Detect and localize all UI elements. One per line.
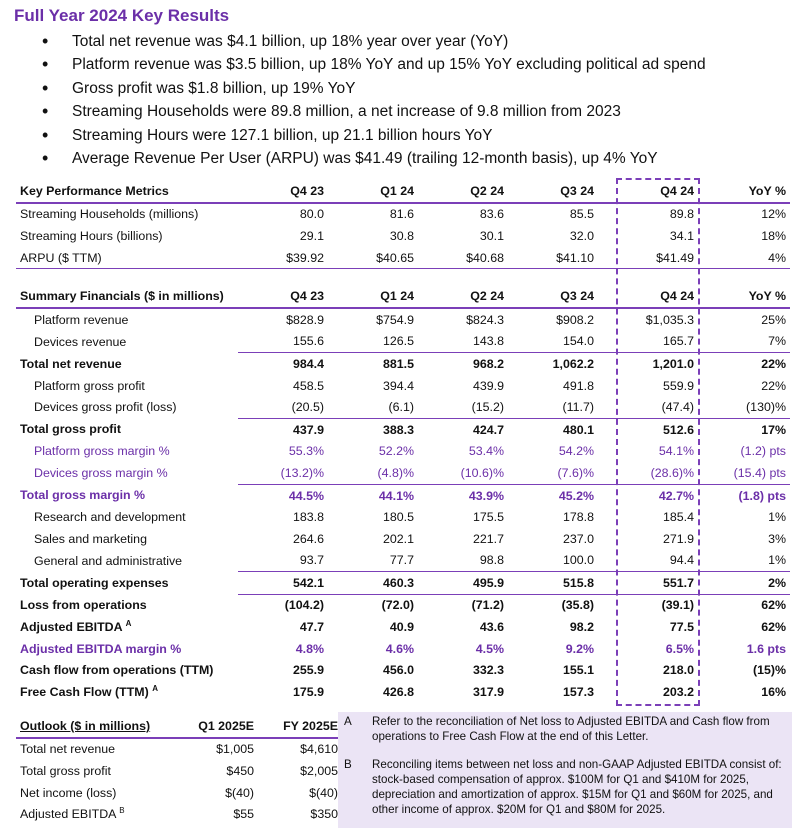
table-cell: 881.5 — [382, 356, 414, 371]
header-cell: Outlook ($ in millions) — [16, 715, 174, 738]
table-cell: 439.9 — [472, 378, 504, 393]
table-cell: 32.0 — [569, 228, 594, 243]
table-cell: 98.8 — [418, 550, 508, 572]
table-row — [16, 803, 342, 825]
table-cell: 203.2 — [662, 684, 694, 699]
table-cell: (72.0) — [381, 598, 414, 613]
table-cell: (39.1) — [661, 598, 694, 613]
table-cell: (35.8) — [561, 598, 594, 613]
table-cell: 157.3 — [562, 684, 594, 699]
table-cell: 1.6 pts — [746, 641, 786, 656]
table-cell: 1,062.2 — [552, 356, 594, 371]
table-cell: 42.7% — [658, 488, 694, 503]
header-cell: Q3 24 — [508, 180, 598, 203]
table-cell: 100.0 — [508, 550, 598, 572]
table-cell: 2% — [698, 572, 790, 595]
table-cell: 4.6% — [385, 641, 414, 656]
table-cell: 317.9 — [472, 684, 504, 699]
row-label: General and administrative — [34, 553, 183, 568]
table-cell: 180.5 — [382, 510, 414, 525]
header-cell: Q2 24 — [418, 180, 508, 203]
table-cell: 388.3 — [382, 422, 414, 437]
row-label: Net income (loss) — [20, 785, 117, 800]
table-cell: 17% — [761, 422, 786, 437]
table-cell: 43.6 — [479, 620, 504, 635]
table-cell: 54.2% — [558, 444, 594, 459]
table-row — [16, 638, 790, 660]
table-cell: 221.7 — [472, 531, 504, 546]
table-cell: 271.9 — [662, 531, 694, 546]
table-cell: 155.6 — [238, 331, 328, 353]
row-label: Total operating expenses — [20, 575, 169, 590]
table-row — [16, 659, 790, 681]
table-cell: 4.8% — [295, 641, 324, 656]
table-cell: $(40) — [309, 785, 338, 800]
spacer-cell — [16, 269, 790, 286]
table-cell: (15.4) pts — [698, 462, 790, 484]
table-cell: (4.8)% — [328, 462, 418, 484]
row-label: Cash flow from operations (TTM) — [20, 663, 214, 678]
table-cell: 458.5 — [292, 378, 324, 393]
table-cell: 34.1 — [669, 228, 694, 243]
table-cell: 25% — [761, 312, 786, 327]
table-cell: 178.8 — [562, 510, 594, 525]
table-cell: 424.7 — [472, 422, 504, 437]
table-cell: 255.9 — [292, 663, 324, 678]
table-row — [16, 681, 790, 703]
header-cell: Q2 24 — [418, 285, 508, 308]
table-row — [16, 738, 342, 761]
row-label: Devices revenue — [34, 334, 127, 349]
table-cell: 559.9 — [662, 378, 694, 393]
table-cell: $2,005 — [300, 763, 338, 778]
table-cell: 542.1 — [238, 572, 328, 595]
table-cell: 16% — [761, 684, 786, 699]
table-cell: 9.2% — [565, 641, 594, 656]
header-cell: YoY % — [698, 180, 790, 203]
table-row — [16, 375, 790, 397]
table-cell: 264.6 — [292, 531, 324, 546]
table-row — [16, 528, 790, 550]
table-cell: 93.7 — [238, 550, 328, 572]
table-cell: 80.0 — [299, 207, 324, 222]
table-cell: 1% — [768, 510, 786, 525]
footnotes-panel — [338, 712, 792, 828]
table-cell: (28.6)% — [598, 462, 698, 484]
table-cell: $4,610 — [300, 742, 338, 757]
table-cell: $40.68 — [418, 247, 508, 269]
footnote-marker: A — [152, 683, 158, 693]
table-cell: 6.5% — [665, 641, 694, 656]
table-cell: $350 — [310, 807, 338, 822]
table-cell: 85.5 — [569, 207, 594, 222]
table-cell: 62% — [761, 620, 786, 635]
header-cell: Key Performance Metrics — [16, 180, 238, 203]
table-cell: (20.5) — [238, 396, 328, 418]
header-cell: YoY % — [698, 285, 790, 308]
table-cell: 495.9 — [418, 572, 508, 595]
header-cell: Q4 24 — [598, 180, 698, 203]
table-cell: $450 — [226, 763, 254, 778]
table-cell: 143.8 — [418, 331, 508, 353]
header-cell: Q3 24 — [508, 285, 598, 308]
table-cell: (6.1) — [328, 396, 418, 418]
table-header-row — [16, 285, 790, 308]
row-label: Sales and marketing — [34, 531, 147, 546]
table-cell: $41.10 — [508, 247, 598, 269]
table-cell: 394.4 — [382, 378, 414, 393]
row-label: Total net revenue — [20, 742, 116, 757]
table-cell: 54.1% — [658, 444, 694, 459]
row-label: Loss from operations — [20, 598, 147, 613]
table-cell: 426.8 — [382, 684, 414, 699]
table-cell: 22% — [761, 378, 786, 393]
outlook-table — [16, 715, 342, 825]
table-cell: (10.6)% — [418, 462, 508, 484]
table-cell: 12% — [761, 207, 786, 222]
row-label: Streaming Households (millions) — [20, 207, 199, 222]
financial-table — [16, 180, 790, 703]
table-cell: 81.6 — [389, 207, 414, 222]
table-row — [16, 550, 790, 572]
table-row — [16, 506, 790, 528]
row-label: Platform gross profit — [34, 378, 145, 393]
footnote-marker: A — [125, 618, 132, 628]
table-cell: 30.1 — [479, 228, 504, 243]
table-row — [16, 353, 790, 375]
table-cell: 53.4% — [468, 444, 504, 459]
footnote-text: Refer to the reconciliation of Net loss to Adjusted EBITDA and Cash flow from operations to Free Cash Flow at the end of this Letter. — [372, 715, 770, 743]
table-row — [16, 203, 790, 226]
row-label: Streaming Hours (billions) — [20, 228, 163, 243]
row-label: Platform gross margin % — [34, 444, 170, 459]
row-label: Adjusted EBITDA margin % — [20, 641, 182, 656]
table-row — [16, 484, 790, 506]
table-cell: 456.0 — [382, 663, 414, 678]
table-cell: 515.8 — [508, 572, 598, 595]
table-cell: $824.3 — [466, 312, 504, 327]
table-cell: (1.2) pts — [740, 444, 786, 459]
table-cell: (13.2)% — [238, 462, 328, 484]
table-row — [16, 462, 790, 484]
row-label-cell — [16, 803, 174, 825]
table-cell: 218.0 — [662, 663, 694, 678]
table-cell: 155.1 — [562, 663, 594, 678]
row-label: Research and development — [34, 510, 186, 525]
table-cell: 55.3% — [288, 444, 324, 459]
table-cell: (15.2) — [418, 396, 508, 418]
table-cell: 4.5% — [475, 641, 504, 656]
table-cell: (130)% — [698, 396, 790, 418]
table-cell: 1,201.0 — [652, 356, 694, 371]
table-cell: (7.6)% — [508, 462, 598, 484]
header-cell: Q1 24 — [328, 180, 418, 203]
table-cell: 512.6 — [662, 422, 694, 437]
table-cell: 30.8 — [389, 228, 414, 243]
table-row — [16, 247, 790, 269]
table-row — [16, 396, 790, 418]
table-row — [16, 782, 342, 804]
table-cell: 44.5% — [288, 488, 324, 503]
header-cell: Q4 23 — [238, 285, 328, 308]
header-cell: Q1 24 — [328, 285, 418, 308]
table-cell: 62% — [761, 598, 786, 613]
table-cell: 89.8 — [669, 207, 694, 222]
table-cell: 460.3 — [328, 572, 418, 595]
table-cell: 94.4 — [598, 550, 698, 572]
row-label: ARPU ($ TTM) — [16, 247, 238, 269]
header-cell: Summary Financials ($ in millions) — [16, 285, 238, 308]
table-cell: 77.7 — [328, 550, 418, 572]
table-row — [16, 616, 790, 638]
table-cell: 3% — [768, 531, 786, 546]
table-cell: 491.8 — [562, 378, 594, 393]
header-cell: Q4 23 — [238, 180, 328, 203]
table-cell: 29.1 — [299, 228, 324, 243]
table-cell: (104.2) — [284, 598, 324, 613]
table-cell: 4% — [698, 247, 790, 269]
footnote-letter: A — [344, 715, 352, 728]
key-results-list — [0, 30, 706, 170]
table-cell: $40.65 — [328, 247, 418, 269]
table-cell: 332.3 — [472, 663, 504, 678]
table-cell: 45.2% — [558, 488, 594, 503]
row-label: Devices gross profit (loss) — [34, 400, 177, 415]
table-row — [16, 572, 790, 595]
table-cell: 40.9 — [389, 620, 414, 635]
row-label: Total gross profit — [20, 422, 121, 437]
table-cell: $(40) — [225, 785, 254, 800]
row-label-cell — [16, 681, 238, 703]
table-cell: $1,005 — [216, 742, 254, 757]
list-item: • Total net revenue was $4.1 billion, up 18% year over year (YoY) — [0, 30, 706, 53]
table-row — [16, 308, 790, 331]
table-cell: $41.49 — [598, 247, 698, 269]
list-item: • Streaming Households were 89.8 million, a net increase of 9.8 million from 2023 — [0, 100, 706, 123]
table-cell: 984.4 — [292, 356, 324, 371]
row-label: Adjusted EBITDA — [20, 620, 123, 635]
table-cell: 202.1 — [382, 531, 414, 546]
table-cell: 165.7 — [598, 331, 698, 353]
row-label: Free Cash Flow (TTM) — [20, 684, 149, 699]
table-row — [16, 418, 790, 440]
table-cell: 175.5 — [472, 510, 504, 525]
table-row — [16, 760, 342, 782]
row-label-cell — [16, 616, 238, 638]
table-cell: $828.9 — [286, 312, 324, 327]
table-cell: 7% — [698, 331, 790, 353]
table-cell: (71.2) — [471, 598, 504, 613]
table-row — [16, 331, 790, 353]
table-cell: $39.92 — [238, 247, 328, 269]
header-cell: FY 2025E — [258, 715, 342, 738]
list-item: • Platform revenue was $3.5 billion, up 18% YoY and up 15% YoY excluding political ad spend — [0, 53, 706, 76]
table-cell: 968.2 — [472, 356, 504, 371]
footnote-letter: B — [344, 758, 352, 771]
table-cell: (11.7) — [508, 396, 598, 418]
table-cell: 1% — [698, 550, 790, 572]
table-cell: 551.7 — [598, 572, 698, 595]
row-label: Adjusted EBITDA — [20, 807, 116, 822]
table-cell: (1.8) pts — [738, 488, 786, 503]
row-label: Total gross margin % — [20, 488, 146, 503]
table-cell: 98.2 — [569, 620, 594, 635]
table-cell: $55 — [233, 807, 254, 822]
table-header-row — [16, 180, 790, 203]
table-cell: 43.9% — [468, 488, 504, 503]
table-cell: 126.5 — [328, 331, 418, 353]
table-cell: $1,035.3 — [645, 312, 694, 327]
table-cell: 183.8 — [292, 510, 324, 525]
table-cell: 480.1 — [562, 422, 594, 437]
table-cell: 175.9 — [292, 684, 324, 699]
list-item: • Gross profit was $1.8 billion, up 19% YoY — [0, 77, 706, 100]
table-cell: 83.6 — [479, 207, 504, 222]
table-cell: 185.4 — [662, 510, 694, 525]
page-title: Full Year 2024 Key Results — [14, 6, 230, 25]
table-cell: 77.5 — [669, 620, 694, 635]
row-label: Total net revenue — [20, 356, 122, 371]
list-item: • Average Revenue Per User (ARPU) was $41.49 (trailing 12-month basis), up 4% YoY — [0, 147, 706, 170]
footnote-marker: B — [119, 806, 125, 816]
list-item: • Streaming Hours were 127.1 billion, up 21.1 billion hours YoY — [0, 124, 706, 147]
table-row — [16, 225, 790, 247]
table-cell: 22% — [761, 356, 786, 371]
row-label: Platform revenue — [34, 312, 129, 327]
table-row — [16, 594, 790, 616]
row-label: Devices gross margin % — [34, 466, 168, 481]
spacer-row — [16, 269, 790, 286]
table-cell: 154.0 — [508, 331, 598, 353]
header-cell: Q4 24 — [598, 285, 698, 308]
table-header-row — [16, 715, 342, 738]
table-cell: (47.4) — [598, 396, 698, 418]
table-row — [16, 441, 790, 463]
table-cell: $754.9 — [376, 312, 414, 327]
table-cell: $908.2 — [556, 312, 594, 327]
table-cell: (15)% — [752, 663, 786, 678]
row-label: Total gross profit — [20, 763, 111, 778]
table-cell: 437.9 — [292, 422, 324, 437]
table-cell: 18% — [761, 228, 786, 243]
table-cell: 237.0 — [562, 531, 594, 546]
table-cell: 44.1% — [378, 488, 414, 503]
header-cell: Q1 2025E — [174, 715, 258, 738]
footnote-text: Reconciling items between net loss and non-GAAP Adjusted EBITDA consist of: stock-based compensation of approx. $100M for Q1 and $410M for 2025, depreciation and amortization of approx. $15M for Q1 and $60M for 2025, and other income of approx. $20M for Q1 and $80M for 2025. — [372, 758, 782, 816]
table-cell: 47.7 — [299, 620, 324, 635]
table-cell: 52.2% — [378, 444, 414, 459]
